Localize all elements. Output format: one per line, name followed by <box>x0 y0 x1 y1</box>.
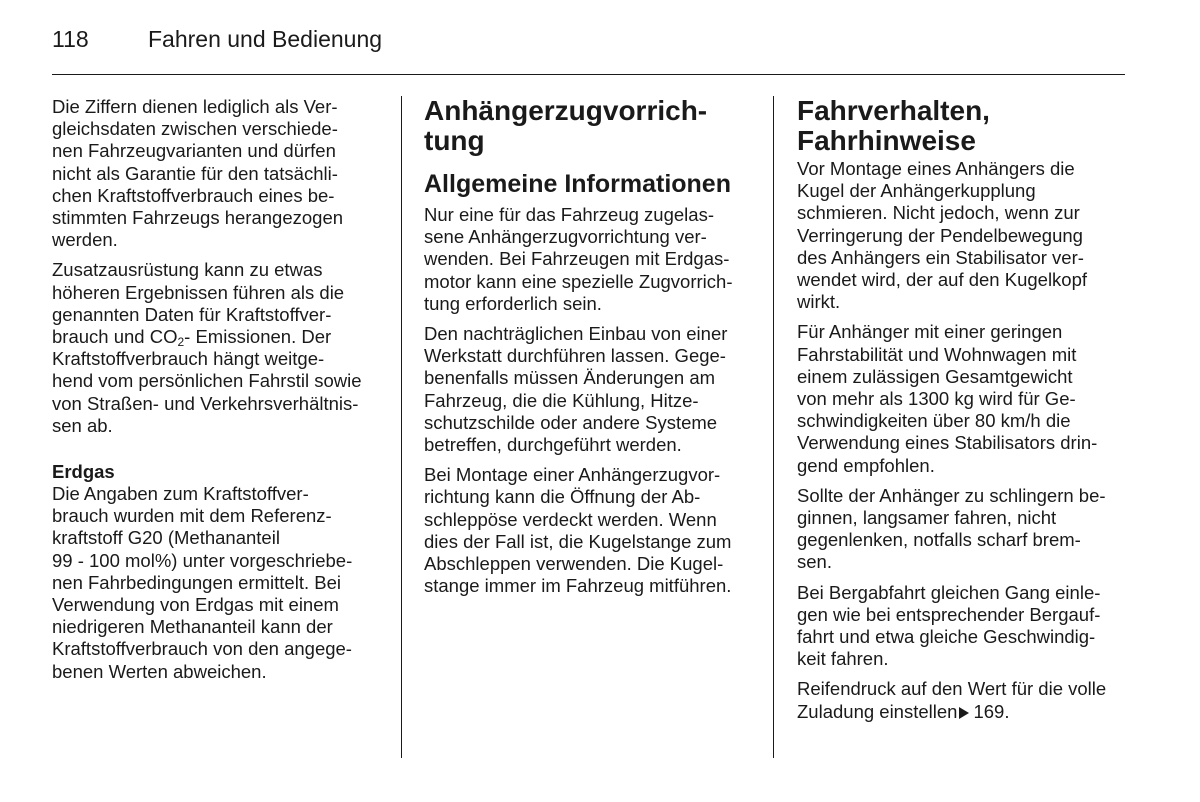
header-rule <box>52 74 1125 75</box>
text-line: Fahrstabilität und Wohnwagen mit <box>797 343 1077 365</box>
text-line: einem zulässigen Gesamtgewicht <box>797 365 1073 387</box>
text-line: Kraftstoffverbrauch von den angege- <box>52 638 352 660</box>
text-line: Werkstatt durchführen lassen. Gege- <box>424 345 726 367</box>
column-divider-1 <box>401 96 402 758</box>
paragraph-ziffern <box>52 96 382 251</box>
text-line: Den nachträglichen Einbau von einer <box>424 323 728 345</box>
text-line: Bei Bergabfahrt gleichen Gang einle- <box>797 581 1101 603</box>
text-line: Sollte der Anhänger zu schlingern be- <box>797 484 1106 506</box>
page-number: 118 <box>52 26 89 52</box>
text-line: gend empfohlen. <box>797 454 935 476</box>
text-line: werden. <box>52 229 118 251</box>
text-line-reference <box>797 701 1127 723</box>
text-zuladung: Zuladung einstellen <box>797 700 958 722</box>
text-line: schmieren. Nicht jedoch, wenn zur <box>797 202 1080 224</box>
text-line: hend vom persönlichen Fahrstil sowie <box>52 370 362 392</box>
heading-line: Anhängerzugvorrich- <box>424 95 708 126</box>
text-line: wendet wird, der auf den Kugelkopf <box>797 269 1088 291</box>
heading-line: Fahrhinweise <box>797 125 976 156</box>
paragraph-fahrstabilitaet <box>797 321 1127 476</box>
text-line: stange immer im Fahrzeug mitführen. <box>424 575 732 597</box>
text-line: gegenlenken, notfalls scharf brem- <box>797 529 1081 551</box>
text-line: betreffen, durchgeführt werden. <box>424 434 682 456</box>
heading-fahrverhalten <box>797 96 1127 156</box>
text-line: Vor Montage eines Anhängers die <box>797 158 1075 179</box>
paragraph-zusatzausruestung <box>52 259 382 437</box>
text-line: genannten Daten für Kraftstoffver- <box>52 303 332 325</box>
text-line: Die Ziffern dienen lediglich als Ver- <box>52 96 338 117</box>
text-line: Zusatzausrüstung kann zu etwas <box>52 259 323 281</box>
heading-erdgas: Erdgas <box>52 461 115 483</box>
text-line: tung erforderlich sein. <box>424 292 602 314</box>
text-line: kraftstoff G20 (Methananteil <box>52 527 280 549</box>
text-line: Die Angaben zum Kraftstoffver- <box>52 483 309 505</box>
text-line: brauch wurden mit dem Referenz- <box>52 505 332 527</box>
text-line-co2 <box>52 326 382 348</box>
text-line: höheren Ergebnissen führen als die <box>52 281 345 303</box>
column-middle <box>424 96 754 605</box>
page-reference-link[interactable]: 169. <box>973 700 1010 722</box>
text-line: des Anhängers ein Stabilisator ver- <box>797 246 1084 268</box>
text-line: richtung kann die Öffnung der Ab- <box>424 486 701 508</box>
column-right <box>797 96 1127 731</box>
text-line: von Straßen- und Verkehrsverhältnis- <box>52 392 359 414</box>
text-line: chen Kraftstoffverbrauch eines be- <box>52 184 335 206</box>
text-line: benen Werten abweichen. <box>52 660 267 682</box>
text-line: Fahrzeug, die die Kühlung, Hitze- <box>424 389 699 411</box>
text-line: wirkt. <box>797 291 841 313</box>
paragraph-bergabfahrt <box>797 582 1127 671</box>
text-line: Abschleppen verwenden. Die Kugel- <box>424 553 724 575</box>
text-line: sen ab. <box>52 414 113 436</box>
subheading-allgemeine-informationen: Allgemeine Informationen <box>424 170 731 198</box>
text-line: Für Anhänger mit einer geringen <box>797 321 1063 343</box>
text-line: stimmten Fahrzeugs herangezogen <box>52 207 344 229</box>
text-line: gen wie bei entsprechender Bergauf- <box>797 603 1101 625</box>
text-line: schleppöse verdeckt werden. Wenn <box>424 508 717 530</box>
co2-subscript: 2 <box>177 335 185 350</box>
text-line: 99 - 100 mol%) unter vorgeschriebe- <box>52 549 353 571</box>
heading-anhaengerzugvorrichtung <box>424 96 754 156</box>
column-divider-2 <box>773 96 774 758</box>
heading-line: tung <box>424 125 485 156</box>
text-line: schutzschilde oder andere Systeme <box>424 411 718 433</box>
text-line: wenden. Bei Fahrzeugen mit Erdgas- <box>424 248 730 270</box>
paragraph-erdgas <box>52 483 382 683</box>
paragraph-montage <box>424 464 754 597</box>
text-line: Verwendung eines Stabilisators drin- <box>797 432 1098 454</box>
text-line: Kugel der Anhängerkupplung <box>797 180 1036 202</box>
page-reference-arrow-icon <box>959 707 969 719</box>
text-line: sen. <box>797 551 832 573</box>
text-line: nen Fahrbedingungen ermittelt. Bei <box>52 571 341 593</box>
text-line: ginnen, langsamer fahren, nicht <box>797 507 1057 529</box>
paragraph-einbau <box>424 323 754 456</box>
text-line: nicht als Garantie für den tatsächli- <box>52 162 338 184</box>
heading-line: Fahrverhalten, <box>797 95 990 126</box>
text-line: gleichsdaten zwischen verschiede- <box>52 118 338 140</box>
text-line: Nur eine für das Fahrzeug zugelas- <box>424 204 714 225</box>
text-line: fahrt und etwa gleiche Geschwindig- <box>797 626 1096 648</box>
text-line: schwindigkeiten über 80 km/h die <box>797 410 1071 432</box>
text-line: Verwendung von Erdgas mit einem <box>52 594 339 616</box>
paragraph-montage-anhaenger <box>797 158 1127 313</box>
text-line: sene Anhängerzugvorrichtung ver- <box>424 226 707 248</box>
text-line: Kraftstoffverbrauch hängt weitge- <box>52 348 325 370</box>
text-line: Verringerung der Pendelbewegung <box>797 224 1083 246</box>
text-line: niedrigeren Methananteil kann der <box>52 616 333 638</box>
text-line: nen Fahrzeugvarianten und dürfen <box>52 140 336 162</box>
text-line: Bei Montage einer Anhängerzugvor- <box>424 464 721 486</box>
column-left <box>52 96 382 691</box>
paragraph-schlingern <box>797 485 1127 574</box>
text-line: keit fahren. <box>797 648 889 670</box>
text-line: Reifendruck auf den Wert für die volle <box>797 678 1107 700</box>
text-co2-suffix: - Emissionen. Der <box>184 326 332 348</box>
text-co2-prefix: brauch und CO <box>52 326 178 348</box>
paragraph-reifendruck <box>797 678 1127 722</box>
text-line: benenfalls müssen Änderungen am <box>424 367 716 389</box>
text-line: von mehr als 1300 kg wird für Ge- <box>797 388 1076 410</box>
chapter-title: Fahren und Bedienung <box>148 26 383 52</box>
text-line: dies der Fall ist, die Kugelstange zum <box>424 530 732 552</box>
text-line: motor kann eine spezielle Zugvorrich- <box>424 270 733 292</box>
paragraph-zugvorrichtung <box>424 204 754 315</box>
